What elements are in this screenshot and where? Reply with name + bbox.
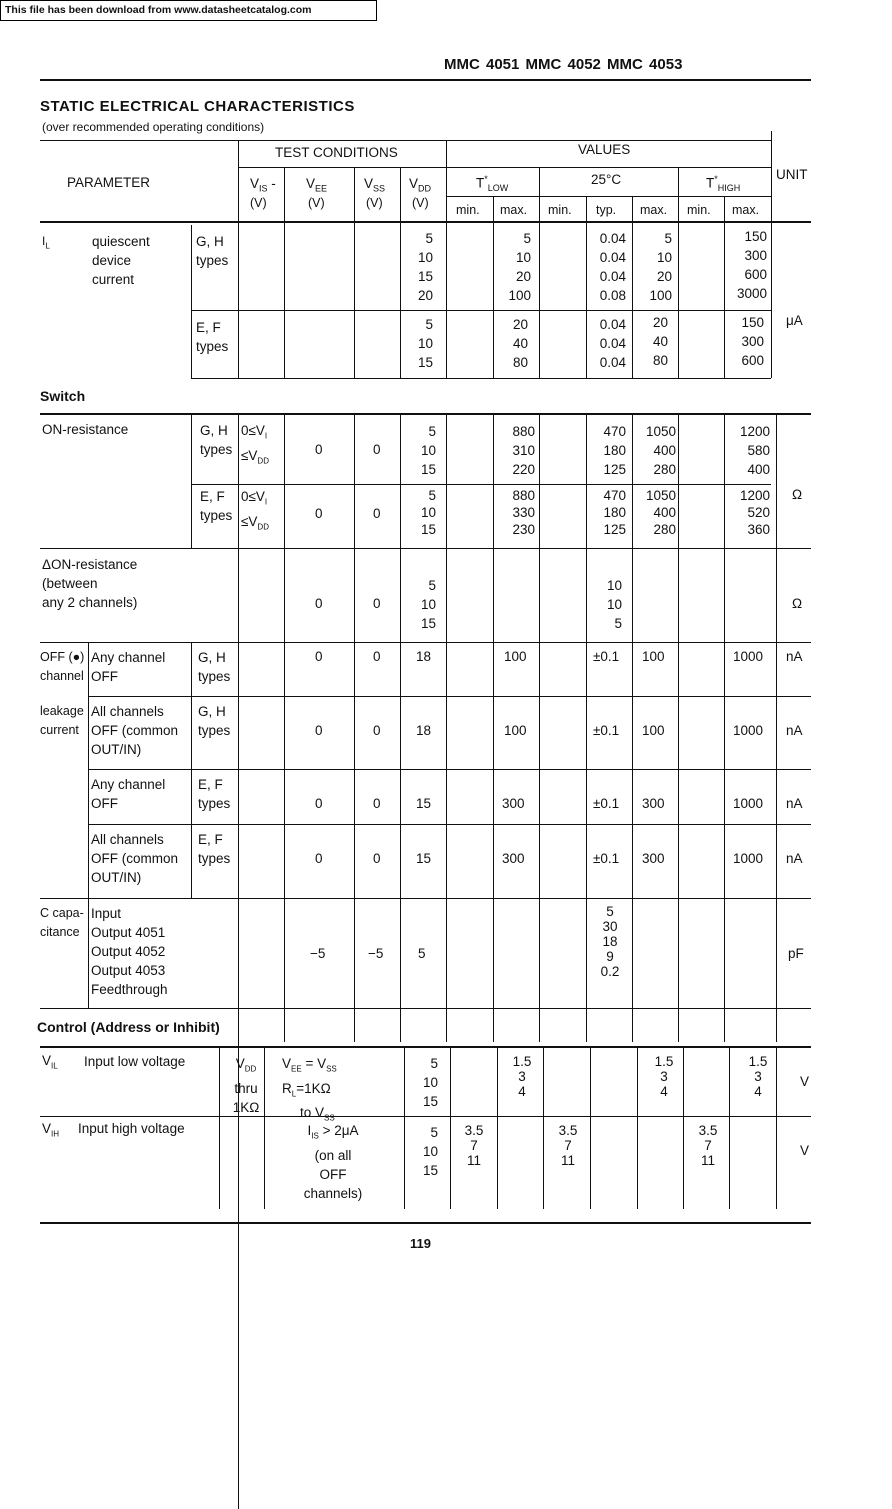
ron-ef-max25: 1050 400 280 — [645, 488, 676, 537]
leak-row-3-vdd: 15 — [416, 851, 432, 866]
leak-row-1-thigh-max: 1000 — [733, 723, 764, 738]
leak-row-3-vss: 0 — [373, 851, 381, 866]
dron-typ: 10 10 5 — [606, 578, 622, 631]
leak-row-1-typ: ±0.1 — [593, 723, 620, 738]
leak-row-2-vee: 0 — [315, 796, 323, 811]
ron-gh-cond: $0\le V_I$ $\le V_{DD}$ — [241, 423, 269, 466]
il-ef-typ: 0.04 0.04 0.04 — [599, 317, 626, 370]
thigh-header: $T^*_{HIGH}$ — [706, 174, 741, 194]
header-rule — [40, 79, 811, 81]
il-ef-thigh-max: 150 300 600 — [741, 315, 764, 368]
leak-row-0-vdd: 18 — [416, 649, 432, 664]
ron-gh-typ: 470 180 125 — [603, 424, 626, 477]
il-ef-types: E, F types — [196, 320, 229, 354]
part-numbers-header: MMC 4051 MMC 4052 MMC 4053 — [444, 56, 683, 73]
ron-ef-typ: 470 180 125 — [603, 488, 626, 537]
il-ef-max25: 20 40 80 — [652, 315, 668, 368]
leak-row-1-types: G, H types — [198, 704, 231, 738]
vil-label: Input low voltage — [84, 1054, 186, 1069]
leak-row-3-thigh-max: 1000 — [733, 851, 764, 866]
cap-vee: −5 — [310, 946, 326, 961]
leak-row-0-desc: Any channel OFF — [91, 650, 166, 684]
leak-row-0-types: G, H types — [198, 650, 231, 684]
dron-vss: 0 — [373, 596, 381, 611]
ron-ef-thigh-max: 1200 520 360 — [739, 488, 770, 537]
leak-label-b: leakage current — [40, 704, 84, 737]
vil-max25: 1.5 3 4 — [654, 1054, 674, 1099]
tlow-min-header: min. — [456, 203, 480, 217]
vis-unit: (V) — [250, 196, 267, 210]
vih-thigh-min: 3.5 7 11 — [698, 1123, 718, 1168]
vss-unit: (V) — [366, 196, 383, 210]
leak-row-0-vss: 0 — [373, 649, 381, 664]
leak-label-a: OFF (●) channel — [40, 650, 85, 683]
leak-row-1-desc: All channels OFF (common OUT/IN) — [91, 704, 179, 757]
cap-typ: 5 30 18 9 0.2 — [600, 904, 620, 979]
leak-row-2-tlow-max: 300 — [502, 796, 525, 811]
thigh-max-header: max. — [732, 203, 760, 217]
leak-row-2-typ: ±0.1 — [593, 796, 620, 811]
leak-row-1-max25: 100 — [642, 723, 665, 738]
leak-row-1-vee: 0 — [315, 723, 323, 738]
vih-symbol: $V_{IH}$ — [42, 1121, 60, 1139]
ron-label: ON-resistance — [42, 422, 129, 437]
tlow-max-header: max. — [500, 203, 528, 217]
ron-ef-vss: 0 — [373, 506, 381, 521]
vee-unit: (V) — [308, 196, 325, 210]
il-ef-vdd: 5 10 15 — [417, 317, 433, 370]
vil-thigh-max: 1.5 3 4 — [748, 1054, 768, 1099]
il-symbol: $I_L$ — [42, 234, 50, 251]
vih-cond: $I_{IS} > 2\mu A$ (on all OFF channels) — [303, 1123, 363, 1201]
leak-row-2-vss: 0 — [373, 796, 381, 811]
dron-unit: Ω — [792, 596, 803, 611]
vil-cond2: $V_{EE} = V_{SS}$ $R_L=1K\Omega$ to $V_{SS}$ — [282, 1056, 337, 1124]
leak-row-2-max25: 300 — [642, 796, 665, 811]
ron-gh-vss: 0 — [373, 442, 381, 457]
leak-row-3-tlow-max: 300 — [502, 851, 525, 866]
vdd-header: $V_{DD}$ — [409, 176, 432, 194]
leak-row-2-vdd: 15 — [416, 796, 432, 811]
cap-vss: −5 — [368, 946, 384, 961]
vil-vdd: 5 10 15 — [422, 1056, 438, 1109]
il-label: quiescent device current — [92, 234, 150, 287]
ron-gh-vee: 0 — [315, 442, 323, 457]
parameter-header: PARAMETER — [67, 175, 151, 190]
leak-row-3-vee: 0 — [315, 851, 323, 866]
leak-row-3-desc: All channels OFF (common OUT/IN) — [91, 832, 179, 885]
ron-gh-vdd: 5 10 15 — [420, 424, 436, 477]
leak-row-3-max25: 300 — [642, 851, 665, 866]
vis-header: $V_{IS}$ - — [250, 176, 276, 194]
ron-ef-cond: $0\le V_I$ $\le V_{DD}$ — [241, 489, 269, 532]
leak-row-2-unit: nA — [786, 796, 803, 811]
leak-row-0-tlow-max: 100 — [504, 649, 527, 664]
section-subtitle: (over recommended operating conditions) — [42, 120, 265, 134]
il-gh-vdd: 5 10 15 20 — [417, 231, 433, 303]
leak-row-0-vee: 0 — [315, 649, 323, 664]
ron-gh-thigh-max: 1200 580 400 — [739, 424, 770, 477]
ron-gh-types: G, H types — [200, 423, 233, 457]
vss-header: $V_{SS}$ — [364, 176, 386, 194]
vee-header: $V_{EE}$ — [306, 176, 328, 194]
leak-row-0-max25: 100 — [642, 649, 665, 664]
il-gh-typ: 0.04 0.04 0.04 0.08 — [599, 231, 626, 303]
cap-unit: pF — [788, 946, 804, 961]
leak-row-0-thigh-max: 1000 — [733, 649, 764, 664]
leak-row-3-types: E, F types — [198, 832, 231, 866]
leak-row-0-typ: ±0.1 — [593, 649, 620, 664]
leak-row-1-vdd: 18 — [416, 723, 432, 738]
leak-row-1-tlow-max: 100 — [504, 723, 527, 738]
il-gh-types: G, H types — [196, 234, 229, 268]
t25-max-header: max. — [640, 203, 668, 217]
leak-row-2-thigh-max: 1000 — [733, 796, 764, 811]
ron-gh-max25: 1050 400 280 — [645, 424, 676, 477]
cap-label: C capa- citance — [40, 906, 84, 939]
leak-row-2-desc: Any channel OFF — [91, 777, 166, 811]
section-title: STATIC ELECTRICAL CHARACTERISTICS — [40, 98, 355, 115]
cap-items: Input Output 4051 Output 4052 Output 4053 Feedthrough — [91, 906, 168, 997]
vih-tlow-min: 3.5 7 11 — [464, 1123, 484, 1168]
thigh-min-header: min. — [687, 203, 711, 217]
download-banner: This file has been download from www.datasheetcatalog.com — [0, 0, 377, 21]
leak-row-3-typ: ±0.1 — [593, 851, 620, 866]
leak-row-2-types: E, F types — [198, 777, 231, 811]
leak-row-1-unit: nA — [786, 723, 803, 738]
vih-label: Input high voltage — [78, 1121, 185, 1136]
il-ef-tlow-max: 20 40 80 — [512, 317, 528, 370]
leak-row-0-unit: nA — [786, 649, 803, 664]
t25-min-header: min. — [548, 203, 572, 217]
vil-cond1: $V_{DD}$ thru 1KΩ — [232, 1056, 260, 1115]
unit-header: UNIT — [776, 167, 808, 182]
il-unit: μA — [786, 313, 803, 328]
t25-header: 25°C — [591, 172, 622, 187]
values-header: VALUES — [578, 142, 631, 157]
ron-ef-tlow-max: 880 330 230 — [512, 488, 535, 537]
page-number: 119 — [410, 1236, 431, 1251]
cap-vdd: 5 — [418, 946, 426, 961]
vih-vdd: 5 10 15 — [422, 1125, 438, 1178]
leak-row-1-vss: 0 — [373, 723, 381, 738]
t25-typ-header: typ. — [596, 203, 617, 217]
il-gh-thigh-max: 150 300 600 3000 — [736, 229, 767, 301]
vdd-unit: (V) — [412, 196, 429, 210]
ron-ef-vee: 0 — [315, 506, 323, 521]
tlow-header: $T^*_{LOW}$ — [476, 174, 509, 194]
dron-vdd: 5 10 15 — [420, 578, 436, 631]
dron-vee: 0 — [315, 596, 323, 611]
ron-ef-types: E, F types — [200, 489, 233, 523]
vil-symbol: $V_{IL}$ — [42, 1053, 58, 1071]
vih-min25: 3.5 7 11 — [558, 1123, 578, 1168]
il-gh-tlow-max: 5 10 20 100 — [508, 231, 531, 303]
il-gh-max25: 5 10 20 100 — [649, 231, 672, 303]
switch-title: Switch — [40, 388, 86, 404]
vil-tlow-max: 1.5 3 4 — [512, 1054, 532, 1099]
leak-row-3-unit: nA — [786, 851, 803, 866]
vih-unit: V — [800, 1143, 810, 1158]
ron-gh-tlow-max: 880 310 220 — [512, 424, 535, 477]
ron-unit: Ω — [792, 487, 803, 502]
dron-label: ΔON-resistance (between any 2 channels) — [42, 557, 138, 610]
control-title: Control (Address or Inhibit) — [37, 1019, 220, 1035]
vil-unit: V — [800, 1074, 810, 1089]
test-conditions-header: TEST CONDITIONS — [275, 145, 398, 160]
ron-ef-vdd: 5 10 15 — [420, 488, 436, 537]
